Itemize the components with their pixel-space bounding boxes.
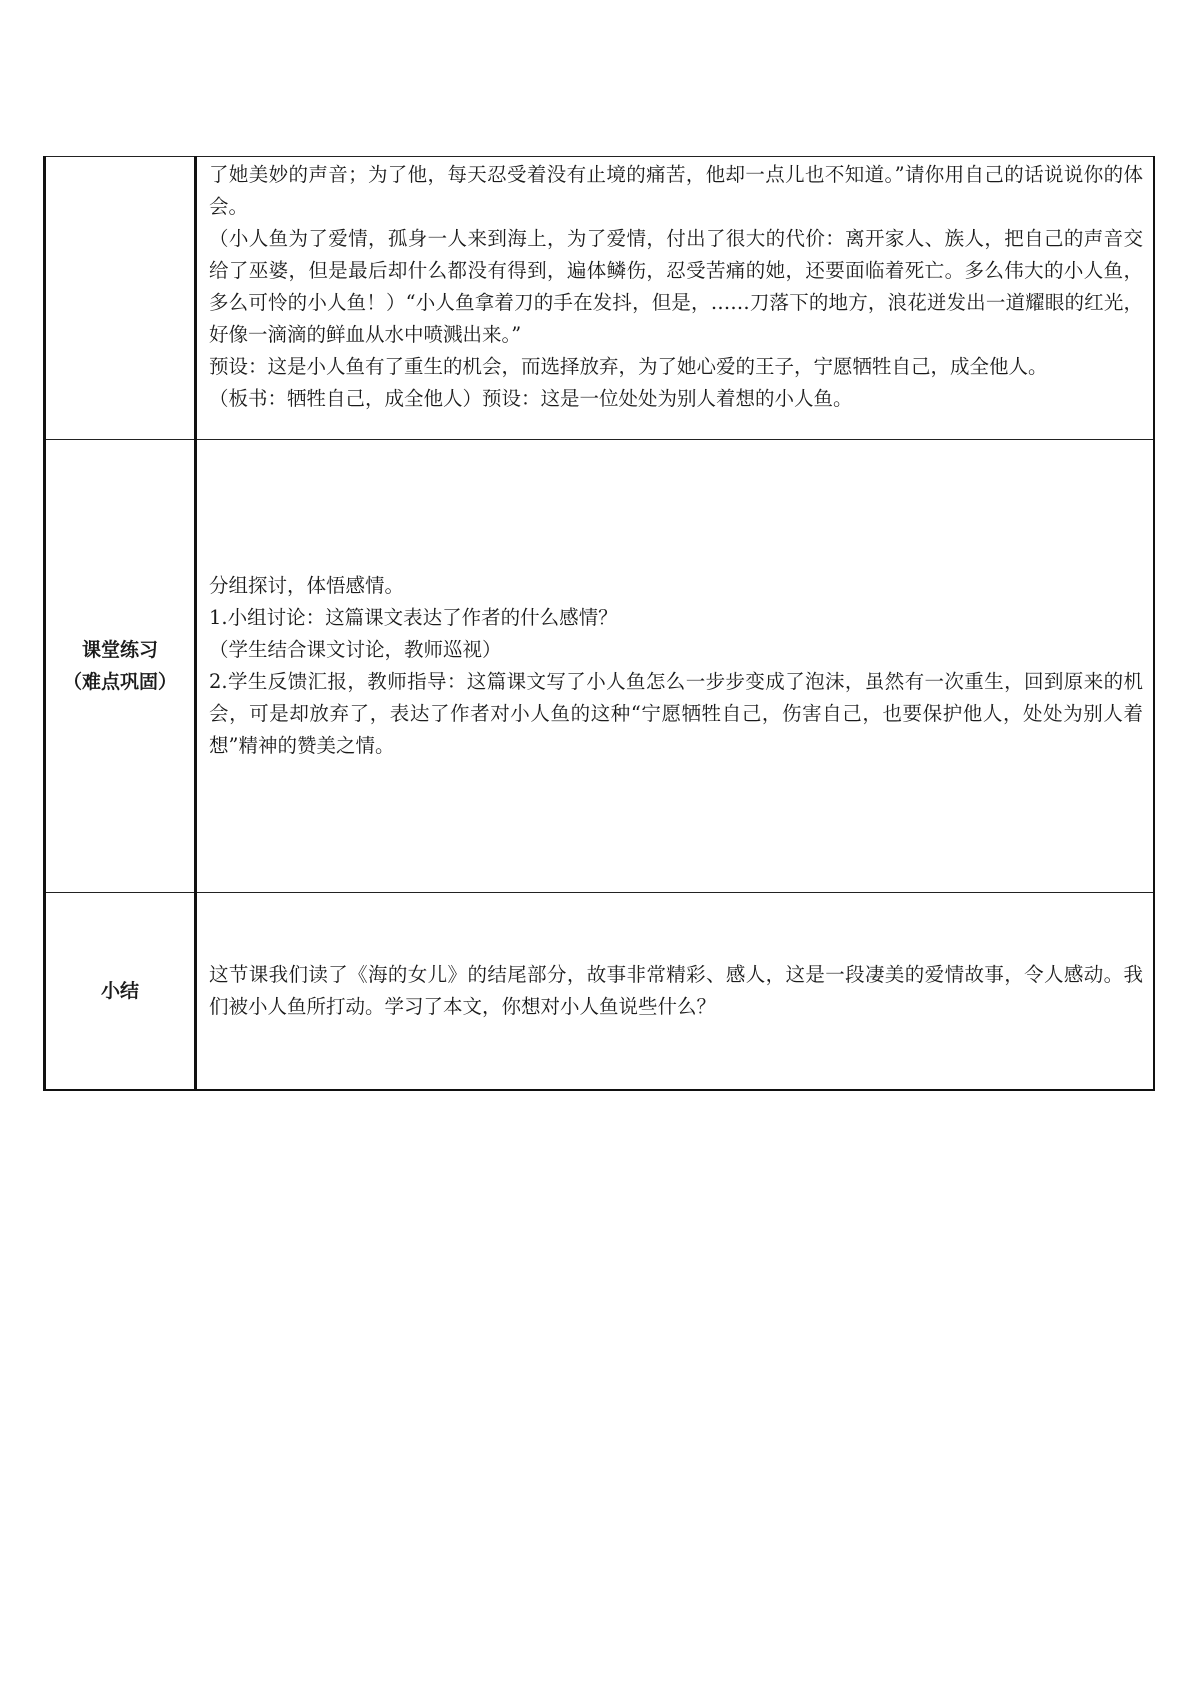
- row-content-cell: [196, 157, 1155, 440]
- paragraph: 了她美妙的声音；为了他，每天忍受着没有止境的痛苦，他却一点儿也不知道。”请你用自己的话说说你的体会。: [209, 163, 1143, 218]
- row-label-cell: [45, 440, 196, 893]
- row-label: 小结: [100, 980, 139, 1002]
- row-label-cell: [45, 893, 196, 1091]
- paragraph: 分组探讨，体悟感情。: [209, 574, 405, 597]
- paragraph: （板书：牺牲自己，成全他人）预设：这是一位处处为别人着想的小人鱼。: [209, 387, 853, 410]
- table-row: [45, 157, 1155, 440]
- row-content-cell: [196, 893, 1155, 1091]
- paragraph: 这节课我们读了《海的女儿》的结尾部分，故事非常精彩、感人，这是一段凄美的爱情故事，令人感动。我们被小人鱼所打动。学习了本文，你想对小人鱼说些什么？: [209, 963, 1143, 1018]
- table-row: [45, 440, 1155, 893]
- paragraph: 1.小组讨论：这篇课文表达了作者的什么感情？: [209, 606, 618, 629]
- lesson-plan-table: [43, 156, 1155, 1091]
- table-row: [45, 893, 1155, 1091]
- row-label-sub: （难点巩固）: [62, 671, 177, 693]
- paragraph: 预设：这是小人鱼有了重生的机会，而选择放弃，为了她心爱的王子，宁愿牺牲自己，成全他人。: [209, 355, 1048, 378]
- paragraph: （小人鱼为了爱情，孤身一人来到海上，为了爱情，付出了很大的代价：离开家人、族人，把自己的声音交给了巫婆，但是最后却什么都没有得到，遍体鳞伤，忍受苦痛的她，还要面临着死亡。多么伟大的小人鱼，多么可怜的小人鱼！）“小人鱼拿着刀的手在发抖，但是，……刀落下的地方，浪花迸发出一道耀眼的红光，好像一滴滴的鲜血从水中喷溅出来。”: [209, 227, 1143, 346]
- paragraph: （学生结合课文讨论，教师巡视）: [209, 638, 502, 661]
- row-label-cell: [45, 157, 196, 440]
- row-content-cell: [196, 440, 1155, 893]
- row-label: 课堂练习: [81, 639, 158, 661]
- paragraph: 2.学生反馈汇报，教师指导：这篇课文写了小人鱼怎么一步步变成了泡沫，虽然有一次重生，回到原来的机会，可是却放弃了，表达了作者对小人鱼的这种“宁愿牺牲自己，伤害自己，也要保护他人，处处为别人着想”精神的赞美之情。: [209, 670, 1143, 757]
